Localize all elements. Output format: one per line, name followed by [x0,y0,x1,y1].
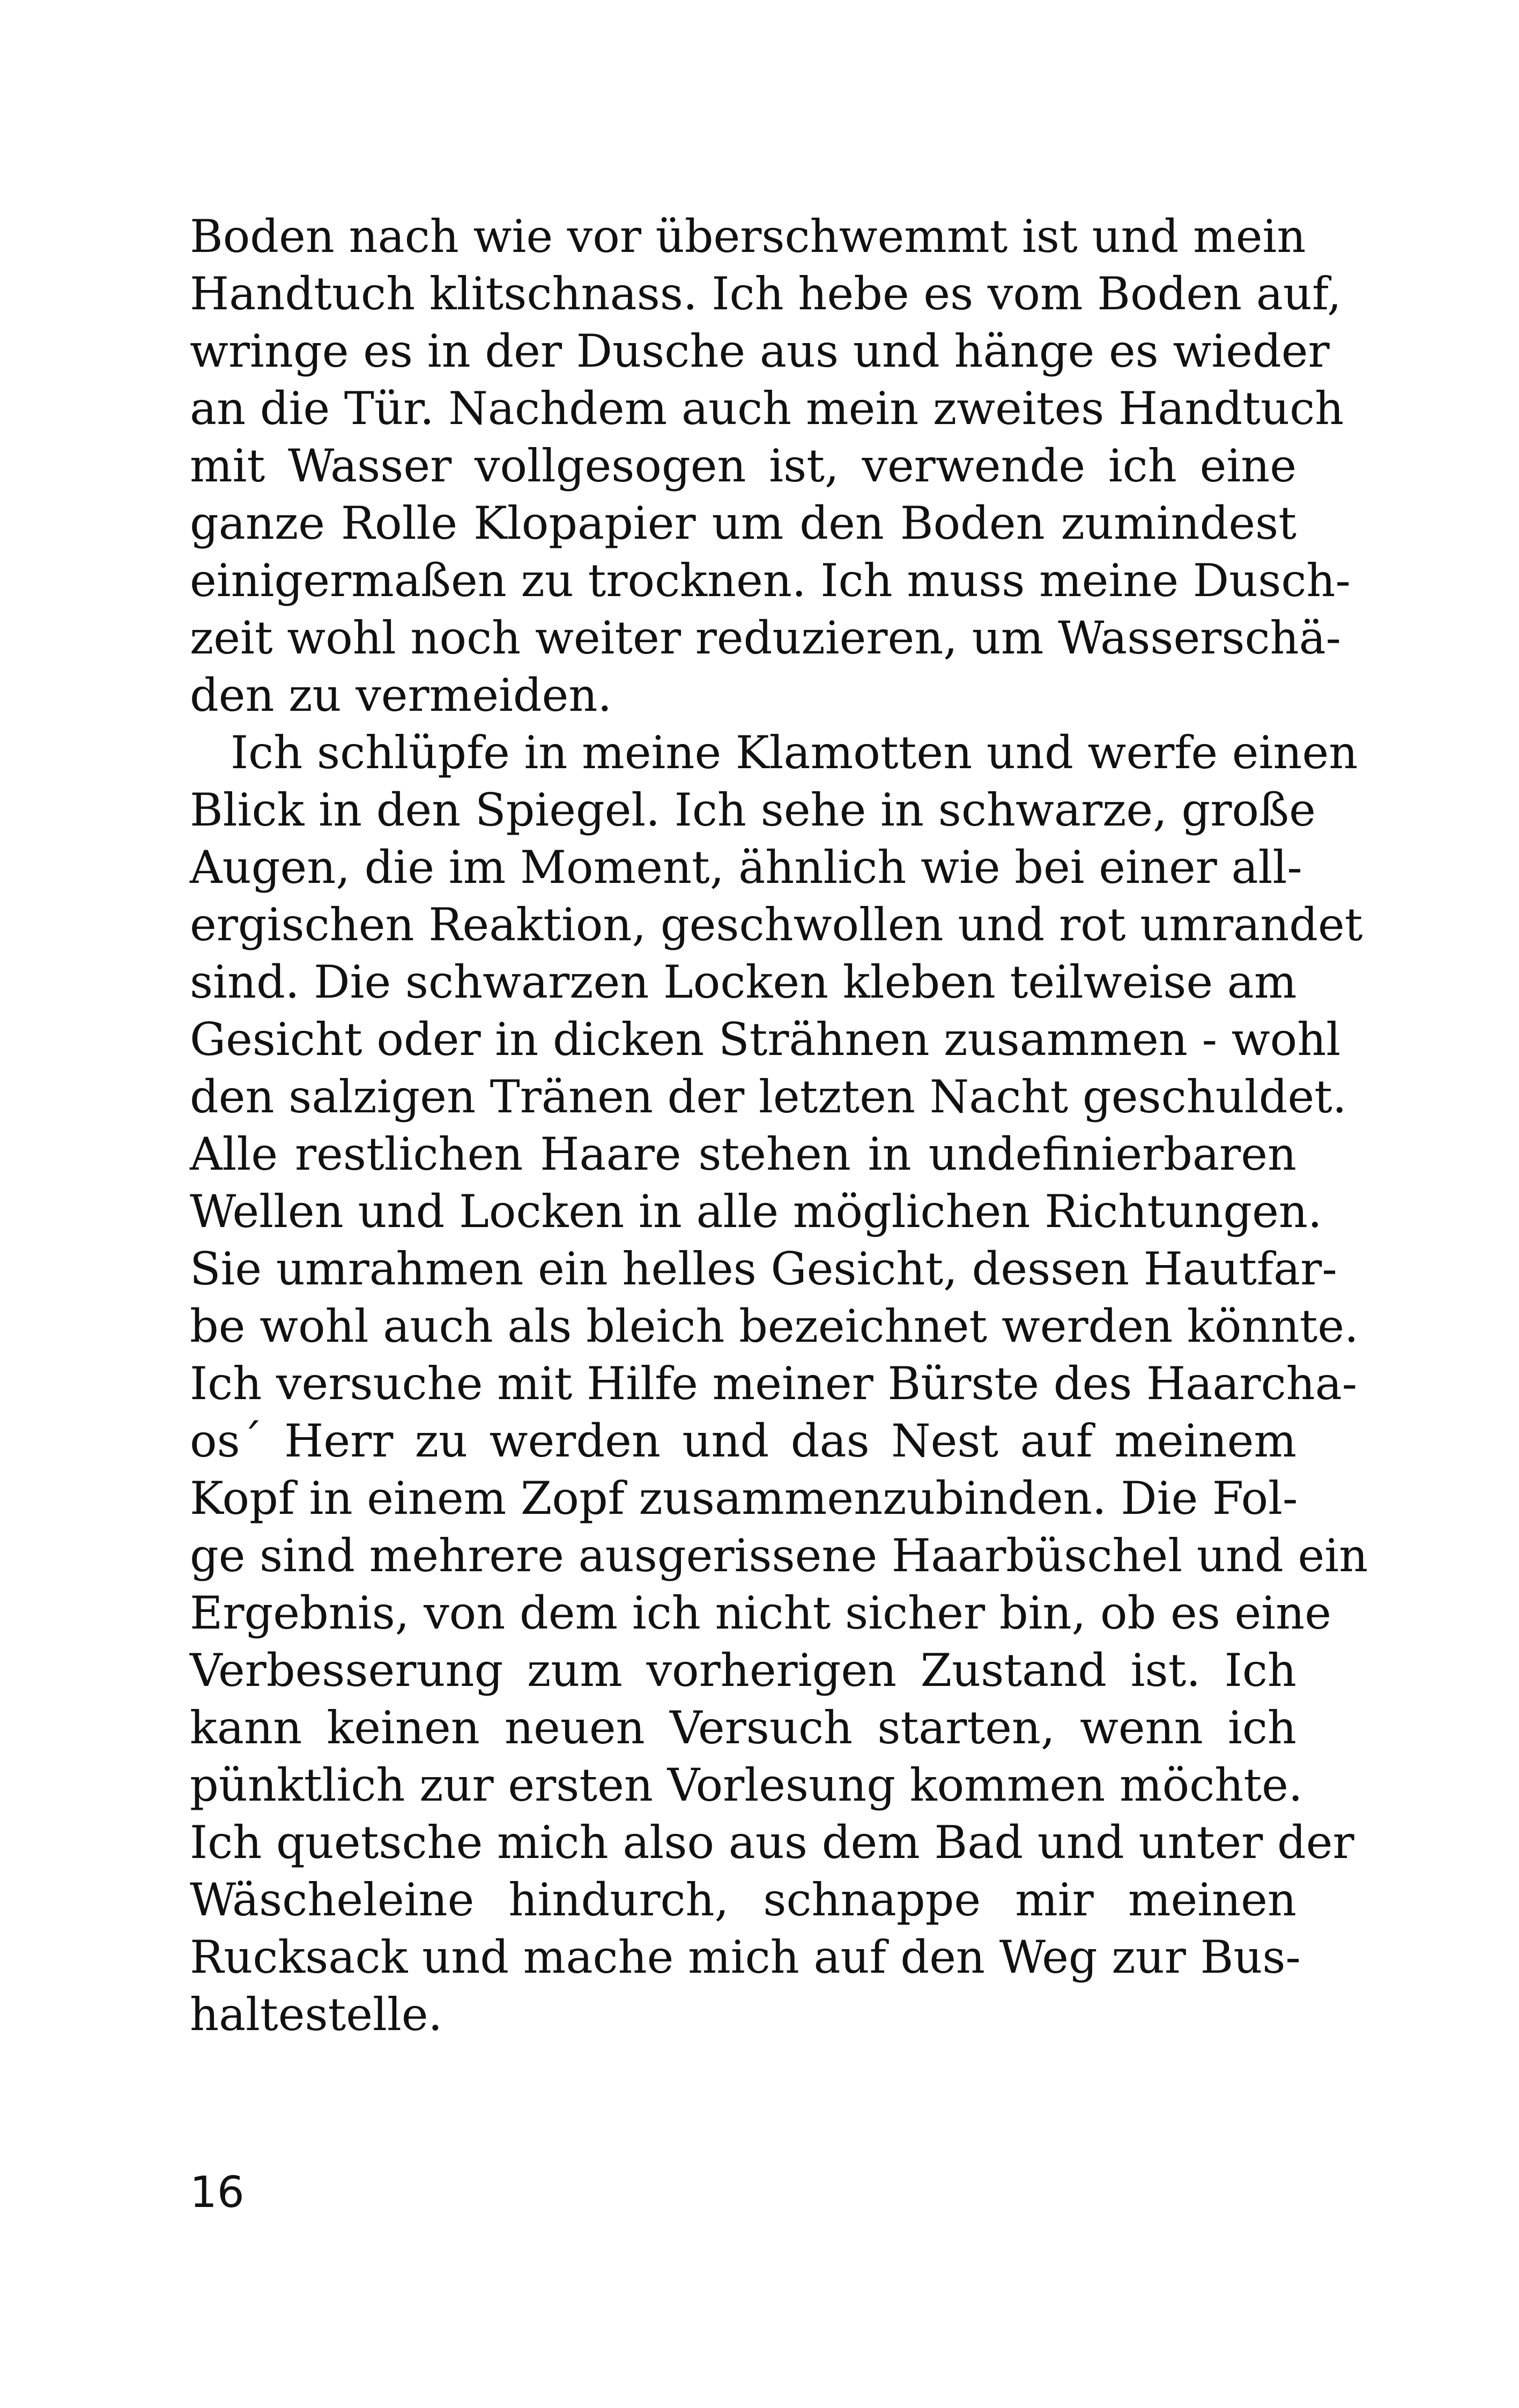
text-line: Ich quetsche mich also aus dem Bad und unter der [190,1816,1354,1869]
text-line: haltestelle. [190,1988,443,2041]
text-line: Wäscheleine hindurch, schnappe mir meinen [190,1874,1296,1926]
text-line: Kopf in einem Zopf zusammenzubinden. Die Fol- [190,1472,1298,1525]
text-line: einigermaßen zu trocknen. Ich muss meine Dusch- [190,554,1351,607]
text-line: Rucksack und mache mich auf den Weg zur Bus- [190,1931,1301,1983]
text-line: ge sind mehrere ausgerissene Haarbüschel und ein [190,1529,1368,1582]
text-line: pünktlich zur ersten Vorlesung kommen möchte. [190,1759,1303,1811]
text-line: Blick in den Spiegel. Ich sehe in schwarze, große [190,784,1316,836]
text-line: Handtuch klitschnass. Ich hebe es vom Boden auf, [190,267,1342,320]
text-line: Sie umrahmen ein helles Gesicht, dessen Hautfar- [190,1243,1337,1295]
body-text [190,208,1368,2043]
text-line: den salzigen Tränen der letzten Nacht geschuldet. [190,1071,1347,1123]
text-line: Ich versuche mit Hilfe meiner Bürste des Haarcha- [190,1357,1358,1410]
text-line: zeit wohl noch weiter reduzieren, um Wasserschä- [190,612,1342,664]
text-line: Wellen und Locken in alle möglichen Richtungen. [190,1185,1322,1238]
text-line: ergischen Reaktion, geschwollen und rot umrandet [190,898,1363,951]
text-line: wringe es in der Dusche aus und hänge es wieder [190,325,1330,377]
text-line: sind. Die schwarzen Locken kleben teilweise am [190,956,1297,1008]
text-line: Augen, die im Moment, ähnlich wie bei einer all- [190,841,1302,894]
text-line: Alle restlichen Haare stehen in undefinierbaren [190,1128,1296,1180]
text-line: Verbesserung zum vorherigen Zustand ist. Ich [190,1644,1296,1697]
paragraph-2 [190,724,1368,2043]
page-number: 16 [190,2167,244,2217]
paragraph-1 [190,208,1351,724]
text-line: mit Wasser vollgesogen ist, verwende ich eine [190,440,1296,492]
text-line: den zu vermeiden. [190,669,612,722]
text-line: os´ Herr zu werden und das Nest auf meinem [190,1415,1296,1467]
text-line: Boden nach wie vor überschwemmt ist und mein [190,210,1306,263]
text-line: Gesicht oder in dicken Strähnen zusammen - wohl [190,1013,1341,1066]
text-line: Ich schlüpfe in meine Klamotten und werfe einen [231,726,1358,779]
text-line: Ergebnis, von dem ich nicht sicher bin, ob es eine [190,1587,1331,1639]
text-line: be wohl auch als bleich bezeichnet werden könnte. [190,1300,1359,1352]
text-line: kann keinen neuen Versuch starten, wenn ich [190,1701,1296,1754]
text-line: an die Tür. Nachdem auch mein zweites Handtuch [190,382,1344,435]
text-line: ganze Rolle Klopapier um den Boden zumindest [190,497,1296,549]
